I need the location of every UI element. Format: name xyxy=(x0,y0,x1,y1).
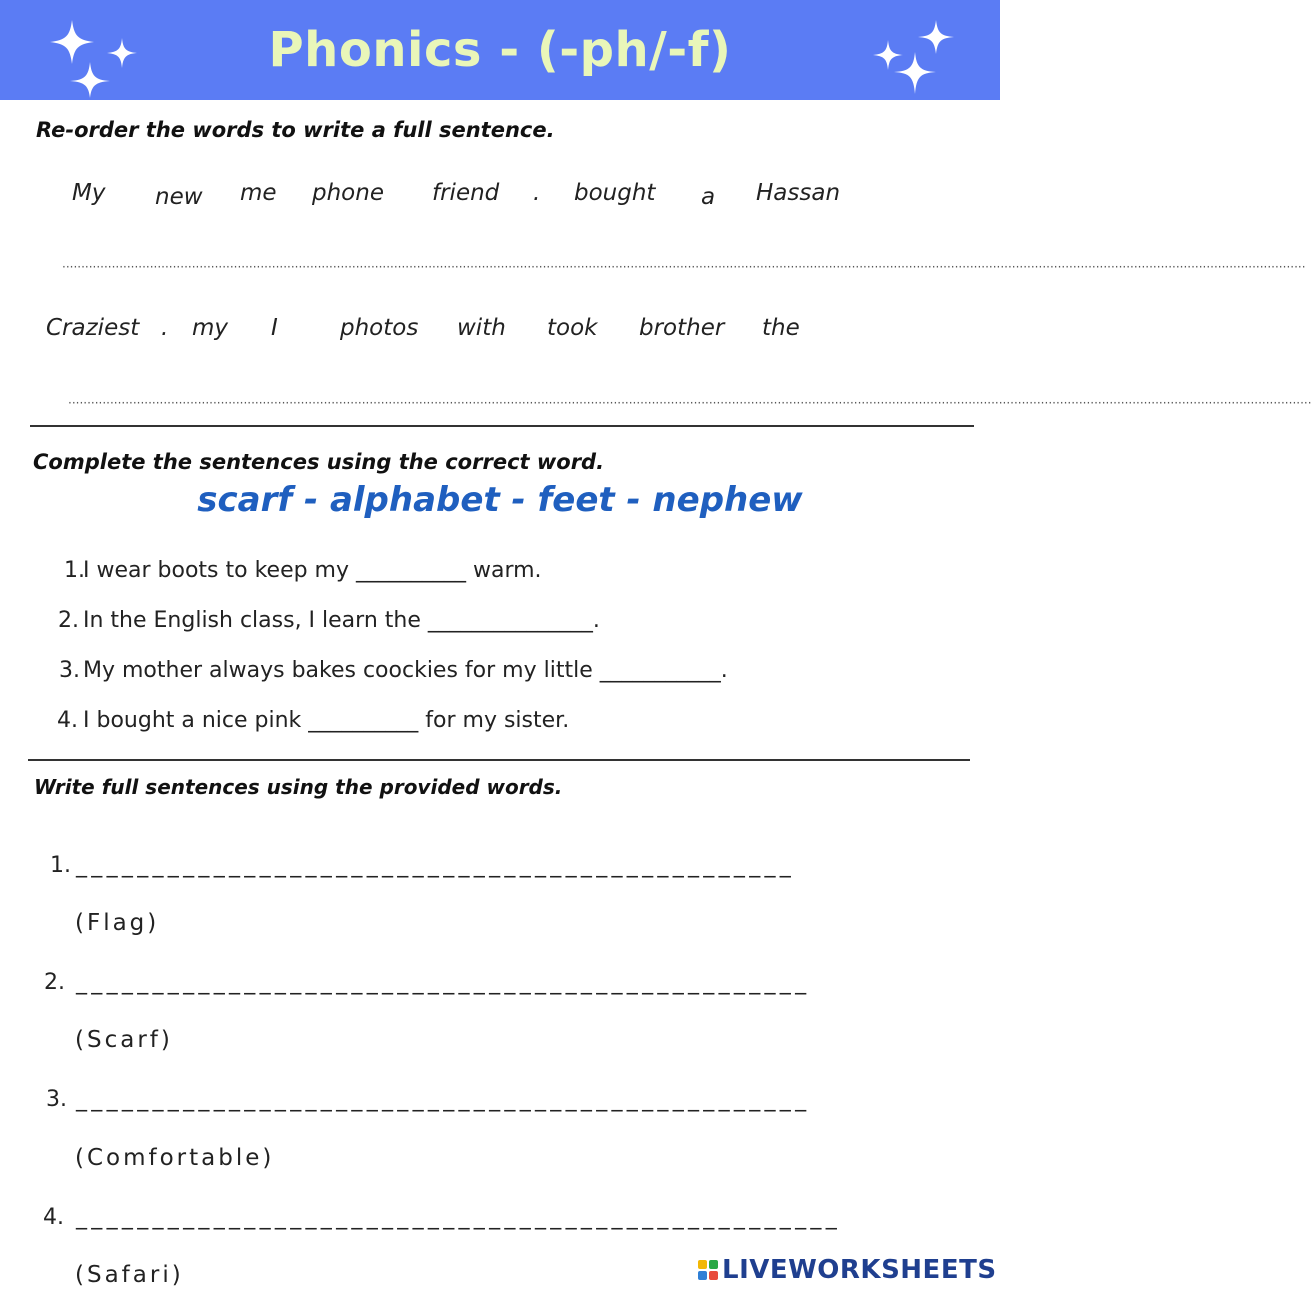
section-divider xyxy=(28,759,970,761)
scrambled-word: photos xyxy=(340,315,419,341)
scrambled-word: with xyxy=(457,315,506,341)
writing-line[interactable]: _______________________________________________ xyxy=(76,853,796,878)
scrambled-word: a xyxy=(701,184,716,210)
page-title: Phonics - (-ph/-f) xyxy=(268,22,732,78)
item-number: 3. xyxy=(59,658,80,683)
word-hint: (Scarf) xyxy=(75,1027,173,1053)
scrambled-word: me xyxy=(240,180,277,206)
liveworksheets-logo xyxy=(698,1255,997,1285)
complete-instruction: Complete the sentences using the correct word. xyxy=(33,450,605,474)
scrambled-word: the xyxy=(762,315,800,341)
fill-in-sentence[interactable]: I wear boots to keep my __________ warm. xyxy=(83,558,542,583)
writing-line[interactable]: __________________________________________________ xyxy=(76,1205,841,1230)
fill-in-sentence[interactable]: In the English class, I learn the _______________. xyxy=(83,608,600,633)
logo-text: LIVEWORKSHEETS xyxy=(722,1255,997,1285)
word-hint: (Flag) xyxy=(75,910,160,936)
scrambled-word: . xyxy=(161,315,169,341)
write-instruction: Write full sentences using the provided words. xyxy=(34,775,563,799)
scrambled-word: bought xyxy=(574,180,656,206)
section-divider xyxy=(30,425,974,427)
writing-line[interactable]: ________________________________________________ xyxy=(76,1087,811,1112)
scrambled-word: brother xyxy=(639,315,725,341)
word-hint: (Comfortable) xyxy=(75,1145,275,1171)
sparkle-icon-right xyxy=(860,18,960,100)
item-number: 2. xyxy=(58,608,79,633)
answer-line-2[interactable]: ······································································································································································································································································································································ xyxy=(68,396,1312,410)
word-bank: scarf - alphabet - feet - nephew xyxy=(197,480,803,520)
item-number: 4. xyxy=(57,708,78,733)
scrambled-word: . xyxy=(533,180,541,206)
fill-in-sentence[interactable]: I bought a nice pink __________ for my sister. xyxy=(83,708,570,733)
scrambled-word: my xyxy=(192,315,229,341)
logo-mark-icon xyxy=(698,1260,718,1280)
scrambled-word: new xyxy=(155,184,203,210)
scrambled-word: phone xyxy=(312,180,384,206)
scrambled-word: I xyxy=(271,315,278,341)
writing-line[interactable]: ________________________________________________ xyxy=(76,970,811,995)
scrambled-word: Hassan xyxy=(756,180,841,206)
word-hint: (Safari) xyxy=(75,1262,184,1288)
item-number: 1. xyxy=(64,558,85,583)
answer-line-1[interactable]: ······································································································································································································································································································································ xyxy=(62,260,1306,274)
item-number: 4. xyxy=(43,1205,64,1230)
scrambled-word: My xyxy=(72,180,106,206)
header-banner xyxy=(0,0,1000,100)
item-number: 3. xyxy=(46,1087,67,1112)
item-number: 2. xyxy=(44,970,65,995)
scrambled-word: took xyxy=(547,315,598,341)
scrambled-word: Craziest xyxy=(46,315,140,341)
fill-in-sentence[interactable]: My mother always bakes coockies for my little ___________. xyxy=(83,658,728,683)
item-number: 1. xyxy=(50,853,71,878)
scrambled-word: friend xyxy=(432,180,500,206)
reorder-instruction: Re-order the words to write a full sentence. xyxy=(36,118,555,142)
